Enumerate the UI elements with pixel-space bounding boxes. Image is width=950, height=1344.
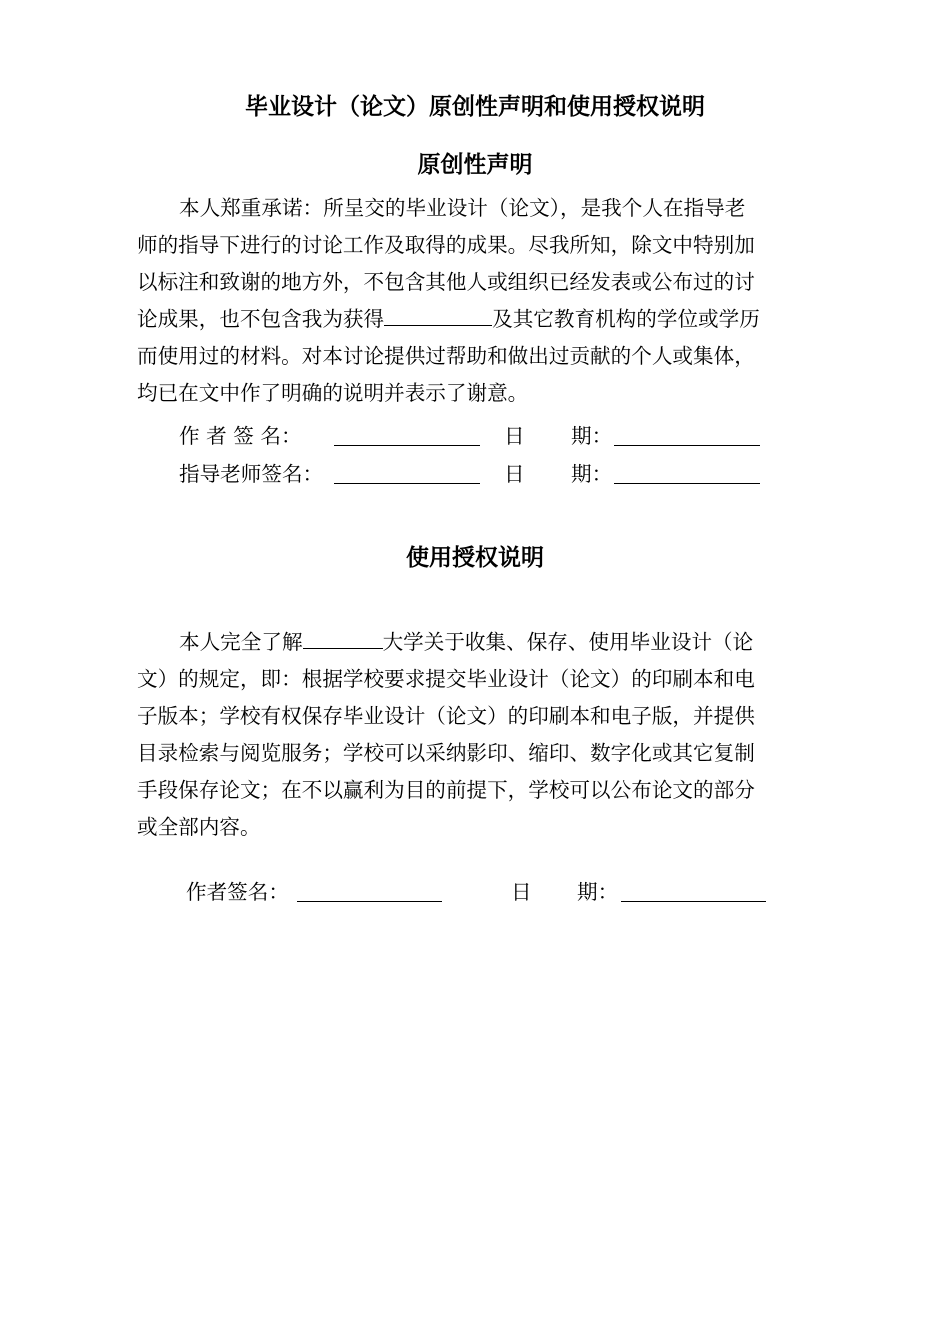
text-line-with-blank — [137, 301, 817, 338]
author-signature-line[interactable] — [334, 445, 480, 446]
date-label: 期： — [571, 462, 613, 486]
author-signature-line[interactable] — [297, 901, 442, 902]
author-date-line[interactable] — [621, 901, 766, 902]
advisor-signature-label: 指导老师签名： — [179, 462, 324, 486]
text-line: 子版本；学校有权保存毕业设计（论文）的印刷本和电子版，并提供 — [137, 704, 755, 728]
document-title: 毕业设计（论文）原创性声明和使用授权说明 — [245, 94, 705, 120]
text-line: 本人郑重承诺：所呈交的毕业设计（论文），是我个人在指导老 — [179, 196, 746, 220]
text-line: 师的指导下进行的讨论工作及取得的成果。尽我所知，除文中特别加 — [137, 233, 755, 257]
authorization-heading: 使用授权说明 — [406, 545, 544, 571]
text-line: 而使用过的材料。对本讨论提供过帮助和做出过贡献的个人或集体， — [137, 344, 755, 368]
originality-heading: 原创性声明 — [417, 152, 533, 178]
date-label: 日 — [504, 462, 525, 486]
text-line: 以标注和致谢的地方外，不包含其他人或组织已经发表或公布过的讨 — [137, 270, 755, 294]
text-line: 文）的规定，即：根据学校要求提交毕业设计（论文）的印刷本和电 — [137, 667, 755, 691]
date-label: 期： — [571, 424, 613, 448]
advisor-signature-line[interactable] — [334, 483, 480, 484]
author-signature-label: 作 者 签 名： — [179, 424, 302, 448]
text-segment: 大学关于收集、保存、使用毕业设计（论 — [382, 630, 754, 654]
advisor-date-line[interactable] — [614, 483, 760, 484]
text-line: 均已在文中作了明确的说明并表示了谢意。 — [137, 381, 529, 405]
text-line: 手段保存论文；在不以赢利为目的前提下，学校可以公布论文的部分 — [137, 778, 755, 802]
originality-statement — [137, 190, 817, 412]
text-line: 目录检索与阅览服务；学校可以采纳影印、缩印、数字化或其它复制 — [137, 741, 755, 765]
text-segment: 论成果，也不包含我为获得 — [137, 307, 385, 331]
author-signature-label: 作者签名： — [186, 880, 289, 904]
text-line: 或全部内容。 — [137, 815, 261, 839]
text-line-with-blank — [137, 624, 817, 661]
text-segment: 及其它教育机构的学位或学历 — [492, 307, 760, 331]
text-segment: 本人完全了解 — [179, 630, 303, 654]
university-blank-line[interactable] — [303, 628, 383, 649]
date-label: 日 — [511, 880, 532, 904]
date-label: 期： — [577, 880, 619, 904]
date-label: 日 — [504, 424, 525, 448]
authorization-statement — [137, 624, 817, 846]
degree-blank-line[interactable] — [384, 305, 492, 326]
author-date-line[interactable] — [614, 445, 760, 446]
